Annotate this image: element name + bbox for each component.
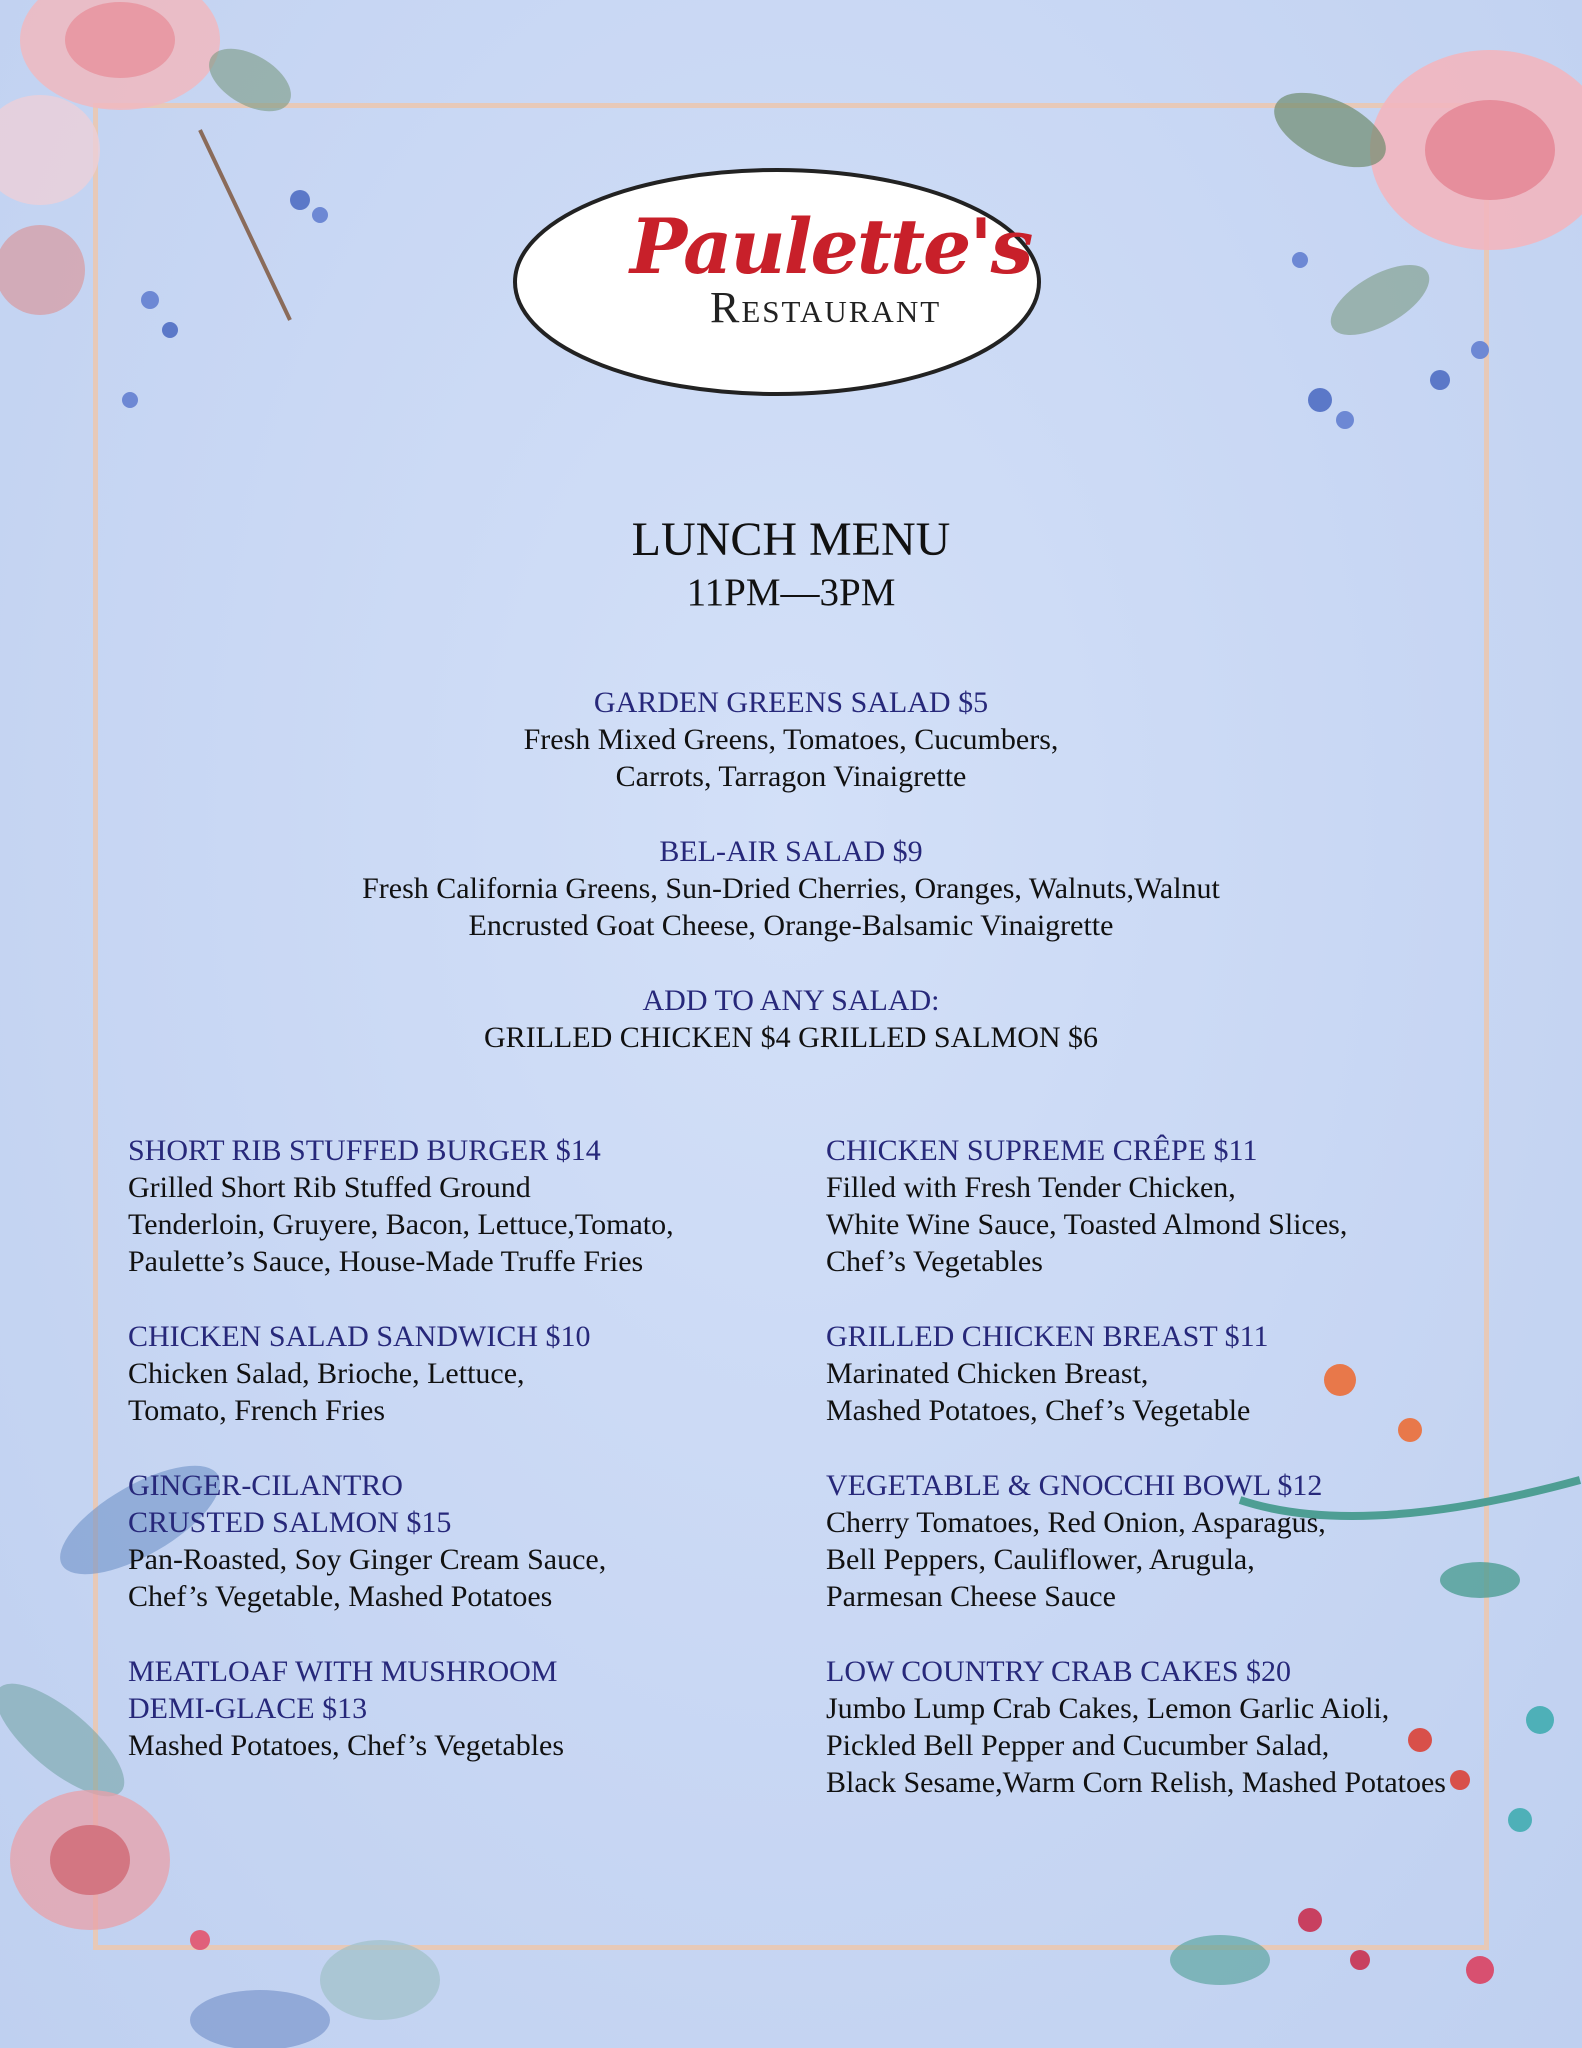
item-name: CHICKEN SUPREME CRÊPE $11 <box>826 1134 1258 1167</box>
salad-item <box>0 833 1582 944</box>
item-description: Cherry Tomatoes, Red Onion, Asparagus, <box>826 1506 1326 1539</box>
item-description: Grilled Short Rib Stuffed Ground <box>128 1171 531 1204</box>
item-description: Pickled Bell Pepper and Cucumber Salad, <box>826 1729 1330 1762</box>
addons-items: GRILLED CHICKEN $4 GRILLED SALMON $6 <box>483 1021 1099 1054</box>
menu-item <box>826 1653 1446 1801</box>
item-description: Filled with Fresh Tender Chicken, <box>826 1171 1236 1204</box>
item-name: MEATLOAF WITH MUSHROOM <box>128 1655 558 1688</box>
salad-item <box>0 684 1582 795</box>
restaurant-logo <box>510 164 1044 400</box>
menu-item <box>128 1653 564 1764</box>
menu-item <box>826 1318 1269 1429</box>
item-name: LOW COUNTRY CRAB CAKES $20 <box>826 1655 1292 1688</box>
menu-item <box>128 1467 606 1615</box>
item-description: Paulette’s Sauce, House-Made Truffe Fries <box>128 1245 644 1278</box>
item-description: Bell Peppers, Cauliflower, Arugula, <box>826 1543 1255 1576</box>
item-description: Jumbo Lump Crab Cakes, Lemon Garlic Aioli, <box>826 1692 1390 1725</box>
page-title: LUNCH MENU <box>631 513 951 566</box>
item-description: Fresh California Greens, Sun-Dried Cherries, Oranges, Walnuts,Walnut <box>362 872 1220 905</box>
item-description: Encrusted Goat Cheese, Orange-Balsamic Vinaigrette <box>468 909 1114 942</box>
menu-item <box>826 1467 1326 1615</box>
item-name: GRILLED CHICKEN BREAST $11 <box>826 1320 1269 1353</box>
item-description: Marinated Chicken Breast, <box>826 1357 1149 1390</box>
item-name: VEGETABLE & GNOCCHI BOWL $12 <box>826 1469 1323 1502</box>
item-name: BEL-AIR SALAD $9 <box>659 835 923 868</box>
item-description: Fresh Mixed Greens, Tomatoes, Cucumbers, <box>523 723 1059 756</box>
item-description: Parmesan Cheese Sauce <box>826 1580 1116 1613</box>
item-name: SHORT RIB STUFFED BURGER $14 <box>128 1134 601 1167</box>
salad-addons <box>0 982 1582 1056</box>
floral-top-right-decoration <box>1260 0 1582 440</box>
service-hours: 11PM—3PM <box>686 571 896 614</box>
logo-wordmark: Restaurant <box>710 283 942 332</box>
item-name: GINGER-CILANTRO <box>128 1469 403 1502</box>
item-description: Pan-Roasted, Soy Ginger Cream Sauce, <box>128 1543 607 1576</box>
menu-item <box>128 1132 674 1280</box>
addons-label: ADD TO ANY SALAD: <box>642 984 940 1017</box>
menu-item <box>128 1318 591 1429</box>
item-description: Tenderloin, Gruyere, Bacon, Lettuce,Tomato, <box>128 1208 674 1241</box>
item-name: CRUSTED SALMON $15 <box>128 1506 452 1539</box>
item-description: Chicken Salad, Brioche, Lettuce, <box>128 1357 525 1390</box>
item-description: Mashed Potatoes, Chef’s Vegetable <box>826 1394 1251 1427</box>
logo-script-name: Paulette's <box>630 202 1032 291</box>
item-description: Mashed Potatoes, Chef’s Vegetables <box>128 1729 565 1762</box>
item-description: Carrots, Tarragon Vinaigrette <box>615 760 967 793</box>
item-description: Black Sesame,Warm Corn Relish, Mashed Potatoes <box>826 1766 1446 1799</box>
item-name: CHICKEN SALAD SANDWICH $10 <box>128 1320 591 1353</box>
item-description: White Wine Sauce, Toasted Almond Slices, <box>826 1208 1348 1241</box>
item-name: DEMI-GLACE $13 <box>128 1692 368 1725</box>
item-description: Tomato, French Fries <box>128 1394 386 1427</box>
item-description: Chef’s Vegetable, Mashed Potatoes <box>128 1580 553 1613</box>
menu-item <box>826 1132 1347 1280</box>
item-description: Chef’s Vegetables <box>826 1245 1043 1278</box>
item-name: GARDEN GREENS SALAD $5 <box>593 686 989 719</box>
floral-top-left-decoration <box>0 0 360 420</box>
